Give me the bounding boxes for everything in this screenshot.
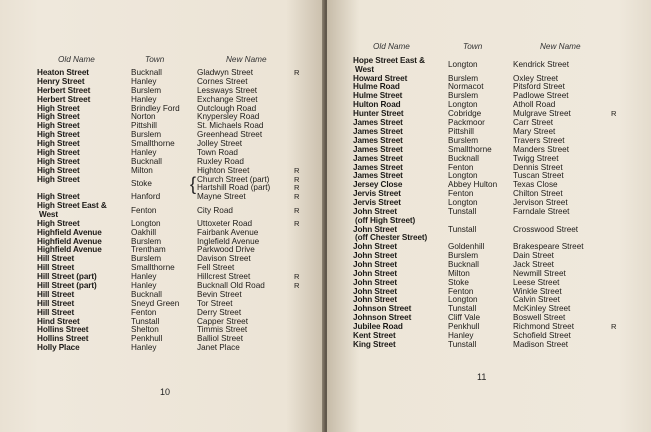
town-cell: Milton bbox=[131, 165, 153, 175]
new-name-cell: Uttoxeter Road bbox=[197, 218, 253, 228]
new-name-cell: Exchange Street bbox=[197, 94, 258, 104]
page-number: 11 bbox=[477, 372, 487, 382]
renamed-marker: R bbox=[294, 183, 300, 193]
town-cell: Fenton bbox=[131, 307, 157, 317]
new-name-cell: Boswell Street bbox=[513, 313, 566, 323]
new-name-cell: Winkle Street bbox=[513, 286, 562, 296]
town-cell: Hanley bbox=[131, 343, 157, 353]
new-name-cell: Oxley Street bbox=[513, 73, 559, 83]
town-cell: Cobridge bbox=[448, 109, 482, 119]
town-cell: Brindley Ford bbox=[131, 103, 180, 113]
old-name-cell: High Street bbox=[37, 218, 80, 228]
town-cell: Normacot bbox=[448, 82, 484, 92]
old-name-cell: James Street bbox=[353, 135, 403, 145]
old-name-cell: James Street bbox=[353, 126, 403, 136]
town-cell: Penkhull bbox=[448, 322, 480, 332]
new-name-cell: Richmond Street bbox=[513, 322, 574, 332]
old-name-cell: Kent Street bbox=[353, 331, 396, 341]
new-name-cell: Mulgrave Street bbox=[513, 109, 571, 119]
old-name-cell: John Street bbox=[353, 259, 397, 269]
town-cell: Bucknall bbox=[448, 259, 479, 269]
new-name-cell: Highton Street bbox=[197, 165, 250, 175]
town-cell: Smallthorne bbox=[131, 263, 175, 273]
town-cell: Longton bbox=[448, 171, 478, 181]
new-name-cell: Mayne Street bbox=[197, 192, 246, 202]
town-cell: Hanley bbox=[131, 272, 157, 282]
old-name-cell: James Street bbox=[353, 153, 403, 163]
new-name-cell: Tuscan Street bbox=[513, 171, 564, 181]
town-cell: Fenton bbox=[448, 162, 474, 172]
new-name-cell: Carr Street bbox=[513, 118, 554, 128]
town-cell: Fenton bbox=[448, 286, 474, 296]
new-name-cell: Jolley Street bbox=[197, 139, 243, 149]
new-name-cell: Chilton Street bbox=[513, 189, 563, 199]
new-name-cell: Greenhead Street bbox=[197, 130, 263, 140]
new-name-cell: Capper Street bbox=[197, 316, 248, 326]
town-cell: Bucknall bbox=[131, 156, 162, 166]
old-name-cell: Hunter Street bbox=[353, 109, 404, 119]
old-name-cell: James Street bbox=[353, 144, 403, 154]
new-name-cell: Twigg Street bbox=[513, 153, 559, 163]
new-name-cell: Crosswood Street bbox=[513, 224, 579, 234]
new-name-cell: Janet Place bbox=[197, 343, 240, 353]
new-name-cell: Pitsford Street bbox=[513, 82, 565, 92]
town-cell: Hanford bbox=[131, 192, 161, 202]
new-name-cell: Schofield Street bbox=[513, 331, 571, 341]
town-cell: Pittshill bbox=[131, 121, 157, 131]
old-name-cell: Hulton Road bbox=[353, 100, 401, 110]
page-number: 10 bbox=[160, 387, 171, 397]
old-name-cell: Hill Street bbox=[37, 289, 75, 299]
town-cell: Tunstall bbox=[448, 206, 477, 216]
table-row bbox=[37, 282, 307, 291]
town-cell: Tunstall bbox=[448, 339, 477, 349]
old-name-cell: Highfield Avenue bbox=[37, 227, 102, 237]
old-name-cell: Johnson Street bbox=[353, 313, 412, 323]
town-cell: Burslem bbox=[448, 135, 479, 145]
town-cell: Hanley bbox=[448, 331, 474, 341]
new-name-cell: St. Michaels Road bbox=[197, 121, 264, 131]
old-name-cell: High Street East & bbox=[37, 201, 107, 211]
header-new-name: New Name bbox=[226, 55, 267, 64]
town-cell: Burslem bbox=[131, 254, 162, 264]
table-row bbox=[37, 173, 307, 194]
new-name-cell: Church Street (part) bbox=[197, 174, 270, 184]
new-name-cell: Davison Street bbox=[197, 254, 251, 264]
renamed-marker: R bbox=[294, 165, 300, 175]
old-name-cell: High Street bbox=[37, 192, 80, 202]
old-name-cell: John Street bbox=[353, 242, 397, 252]
table-row bbox=[37, 246, 307, 255]
town-cell: Tunstall bbox=[448, 224, 477, 234]
old-name-cell: (off High Street) bbox=[355, 215, 416, 225]
old-name-cell: Jubilee Road bbox=[353, 322, 403, 332]
old-name-cell: Heaton Street bbox=[37, 68, 89, 77]
town-cell: Hanley bbox=[131, 281, 157, 290]
new-name-cell: Knypersley Road bbox=[197, 112, 260, 122]
old-name-cell: Hill Street bbox=[37, 263, 75, 273]
town-cell: Sneyd Green bbox=[131, 298, 180, 308]
old-name-cell: John Street bbox=[353, 295, 397, 305]
left-page bbox=[0, 0, 325, 432]
street-table-right bbox=[353, 57, 633, 350]
town-cell: Longton bbox=[448, 295, 478, 305]
town-cell: Oakhill bbox=[131, 227, 157, 237]
new-name-cell: Gladwyn Street bbox=[197, 68, 253, 77]
old-name-cell: Holly Place bbox=[37, 343, 80, 353]
new-name-cell: Newmill Street bbox=[513, 268, 566, 278]
town-cell: Hanley bbox=[131, 94, 157, 104]
new-name-cell: Cornes Street bbox=[197, 76, 248, 86]
new-name-cell: Calvin Street bbox=[513, 295, 560, 305]
town-cell: Longton bbox=[448, 100, 478, 110]
old-name-cell: James Street bbox=[353, 162, 403, 172]
table-row bbox=[353, 57, 633, 75]
town-cell: Burslem bbox=[131, 236, 162, 246]
new-name-cell: Travers Street bbox=[513, 135, 565, 145]
old-name-cell: High Street bbox=[37, 121, 80, 131]
town-cell: Bucknall bbox=[131, 289, 162, 299]
table-row bbox=[37, 344, 307, 353]
old-name-cell: John Street bbox=[353, 277, 397, 287]
new-name-cell: Derry Street bbox=[197, 307, 242, 317]
new-name-cell: City Road bbox=[197, 205, 233, 215]
new-name-cell: Mary Street bbox=[513, 126, 556, 136]
new-name-cell: Atholl Road bbox=[513, 100, 556, 110]
old-name-cell: Hill Street bbox=[37, 254, 75, 264]
right-page bbox=[327, 0, 651, 432]
old-name-cell: John Street bbox=[353, 224, 397, 234]
table-row bbox=[353, 226, 633, 244]
street-table-left bbox=[37, 69, 307, 353]
old-name-cell: High Street bbox=[37, 174, 80, 184]
old-name-cell: West bbox=[355, 64, 375, 74]
town-cell: Shelton bbox=[131, 325, 159, 335]
town-cell: Burslem bbox=[448, 251, 479, 261]
renamed-marker: R bbox=[294, 205, 300, 215]
table-row bbox=[353, 208, 633, 226]
header-new-name: New Name bbox=[540, 42, 581, 51]
old-name-cell: John Street bbox=[353, 206, 397, 216]
new-name-cell: Inglefield Avenue bbox=[197, 236, 260, 246]
table-row bbox=[353, 341, 633, 350]
new-name-cell: Outclough Road bbox=[197, 103, 257, 113]
old-name-cell: Herbert Street bbox=[37, 94, 91, 104]
town-cell: Longton bbox=[448, 60, 478, 70]
old-name-cell: Hill Street bbox=[37, 298, 75, 308]
old-name-cell: Hind Street bbox=[37, 316, 80, 326]
town-cell: Bucknall bbox=[131, 68, 162, 77]
town-cell: Cliff Vale bbox=[448, 313, 481, 323]
renamed-marker: R bbox=[611, 109, 617, 119]
town-cell: Smallthorne bbox=[448, 144, 492, 154]
town-cell: Trentham bbox=[131, 245, 166, 255]
old-name-cell: High Street bbox=[37, 156, 80, 166]
renamed-marker: R bbox=[294, 192, 300, 202]
town-cell: Milton bbox=[448, 268, 470, 278]
old-name-cell: Hollins Street bbox=[37, 325, 89, 335]
old-name-cell: Hill Street bbox=[37, 307, 75, 317]
town-cell: Bucknall bbox=[448, 153, 479, 163]
renamed-marker: R bbox=[294, 281, 300, 290]
new-name-cell: Fairbank Avenue bbox=[197, 227, 259, 237]
town-cell: Longton bbox=[131, 218, 161, 228]
old-name-cell: High Street bbox=[37, 103, 80, 113]
town-cell: Burslem bbox=[131, 130, 162, 140]
brace-icon: { bbox=[190, 173, 197, 194]
old-name-cell: Hill Street (part) bbox=[37, 272, 97, 282]
old-name-cell: Herbert Street bbox=[37, 85, 91, 95]
old-name-cell: James Street bbox=[353, 118, 403, 128]
renamed-marker: R bbox=[294, 218, 300, 228]
old-name-cell: King Street bbox=[353, 339, 396, 349]
town-cell: Tunstall bbox=[131, 316, 160, 326]
header-old-name: Old Name bbox=[58, 55, 95, 64]
new-name-cell: Padlowe Street bbox=[513, 91, 569, 101]
new-name-cell: Fell Street bbox=[197, 263, 235, 273]
new-name-cell: Brakespeare Street bbox=[513, 242, 584, 252]
old-name-cell: High Street bbox=[37, 165, 80, 175]
new-name-cell: Timmis Street bbox=[197, 325, 248, 335]
old-name-cell: Highfield Avenue bbox=[37, 245, 102, 255]
old-name-cell: High Street bbox=[37, 130, 80, 140]
renamed-marker: R bbox=[611, 322, 617, 332]
town-cell: Fenton bbox=[131, 205, 157, 215]
header-old-name: Old Name bbox=[373, 42, 410, 51]
new-name-cell: Tor Street bbox=[197, 298, 233, 308]
old-name-cell: John Street bbox=[353, 286, 397, 296]
new-name-cell: Jervison Street bbox=[513, 198, 568, 208]
old-name-cell: Johnson Street bbox=[353, 304, 412, 314]
new-name-cell: Leese Street bbox=[513, 277, 560, 287]
old-name-cell: Jervis Street bbox=[353, 198, 401, 208]
new-name-cell: Ruxley Road bbox=[197, 156, 244, 166]
new-name-cell: Texas Close bbox=[513, 180, 558, 190]
town-cell: Goldenhill bbox=[448, 242, 485, 252]
table-row bbox=[37, 202, 307, 220]
old-name-cell: John Street bbox=[353, 268, 397, 278]
new-name-cell: Farndale Street bbox=[513, 206, 570, 216]
old-name-cell: (off Chester Street) bbox=[355, 233, 428, 243]
new-name-cell: Balliol Street bbox=[197, 334, 243, 344]
old-name-cell: James Street bbox=[353, 171, 403, 181]
town-cell: Burslem bbox=[448, 73, 479, 83]
town-cell: Burslem bbox=[131, 85, 162, 95]
town-cell: Hanley bbox=[131, 76, 157, 86]
town-cell: Hanley bbox=[131, 148, 157, 158]
old-name-cell: Highfield Avenue bbox=[37, 236, 102, 246]
old-name-cell: High Street bbox=[37, 148, 80, 158]
old-name-cell: Hulme Street bbox=[353, 91, 403, 101]
town-cell: Stoke bbox=[448, 277, 469, 287]
old-name-cell: Hulme Road bbox=[353, 82, 400, 92]
town-cell: Fenton bbox=[448, 189, 474, 199]
old-name-cell: Hill Street (part) bbox=[37, 281, 97, 290]
town-cell: Packmoor bbox=[448, 118, 485, 128]
old-name-cell: Henry Street bbox=[37, 76, 85, 86]
old-name-cell: Jervis Street bbox=[353, 189, 401, 199]
old-name-cell: Hope Street East & bbox=[353, 56, 425, 65]
renamed-marker: R bbox=[294, 174, 300, 184]
town-cell: Tunstall bbox=[448, 304, 477, 314]
town-cell: Norton bbox=[131, 112, 156, 122]
old-name-cell: Jersey Close bbox=[353, 180, 403, 190]
new-name-cell: Manders Street bbox=[513, 144, 569, 154]
new-name-cell: Dennis Street bbox=[513, 162, 563, 172]
old-name-cell: High Street bbox=[37, 139, 80, 149]
new-name-cell: Madison Street bbox=[513, 339, 569, 349]
town-cell: Pittshill bbox=[448, 126, 474, 136]
new-name-cell: Parkwood Drive bbox=[197, 245, 255, 255]
new-name-cell: Bucknall Old Road bbox=[197, 281, 265, 290]
old-name-cell: High Street bbox=[37, 112, 80, 122]
town-cell: Smallthorne bbox=[131, 139, 175, 149]
town-cell: Burslem bbox=[448, 91, 479, 101]
new-name-cell: Bevin Street bbox=[197, 289, 242, 299]
new-name-cell: Jack Street bbox=[513, 259, 554, 269]
new-name-cell: McKinley Street bbox=[513, 304, 571, 314]
new-name-cell: Dain Street bbox=[513, 251, 554, 261]
new-name-cell: Lessways Street bbox=[197, 85, 258, 95]
town-cell: Stoke bbox=[131, 179, 152, 189]
town-cell: Penkhull bbox=[131, 334, 163, 344]
new-name-cell: Town Road bbox=[197, 148, 238, 158]
renamed-marker: R bbox=[294, 68, 300, 77]
town-cell: Longton bbox=[448, 198, 478, 208]
table-row bbox=[37, 300, 307, 309]
old-name-cell: Howard Street bbox=[353, 73, 408, 83]
town-cell: Abbey Hulton bbox=[448, 180, 498, 190]
old-name-cell: West bbox=[39, 209, 59, 219]
renamed-marker: R bbox=[294, 272, 300, 282]
new-name-cell: Kendrick Street bbox=[513, 60, 569, 70]
old-name-cell: Hollins Street bbox=[37, 334, 89, 344]
old-name-cell: John Street bbox=[353, 251, 397, 261]
header-town: Town bbox=[463, 42, 483, 51]
new-name-cell: Hillcrest Street bbox=[197, 272, 251, 282]
new-name-cell: Hartshill Road (part) bbox=[197, 183, 271, 193]
header-town: Town bbox=[145, 55, 165, 64]
